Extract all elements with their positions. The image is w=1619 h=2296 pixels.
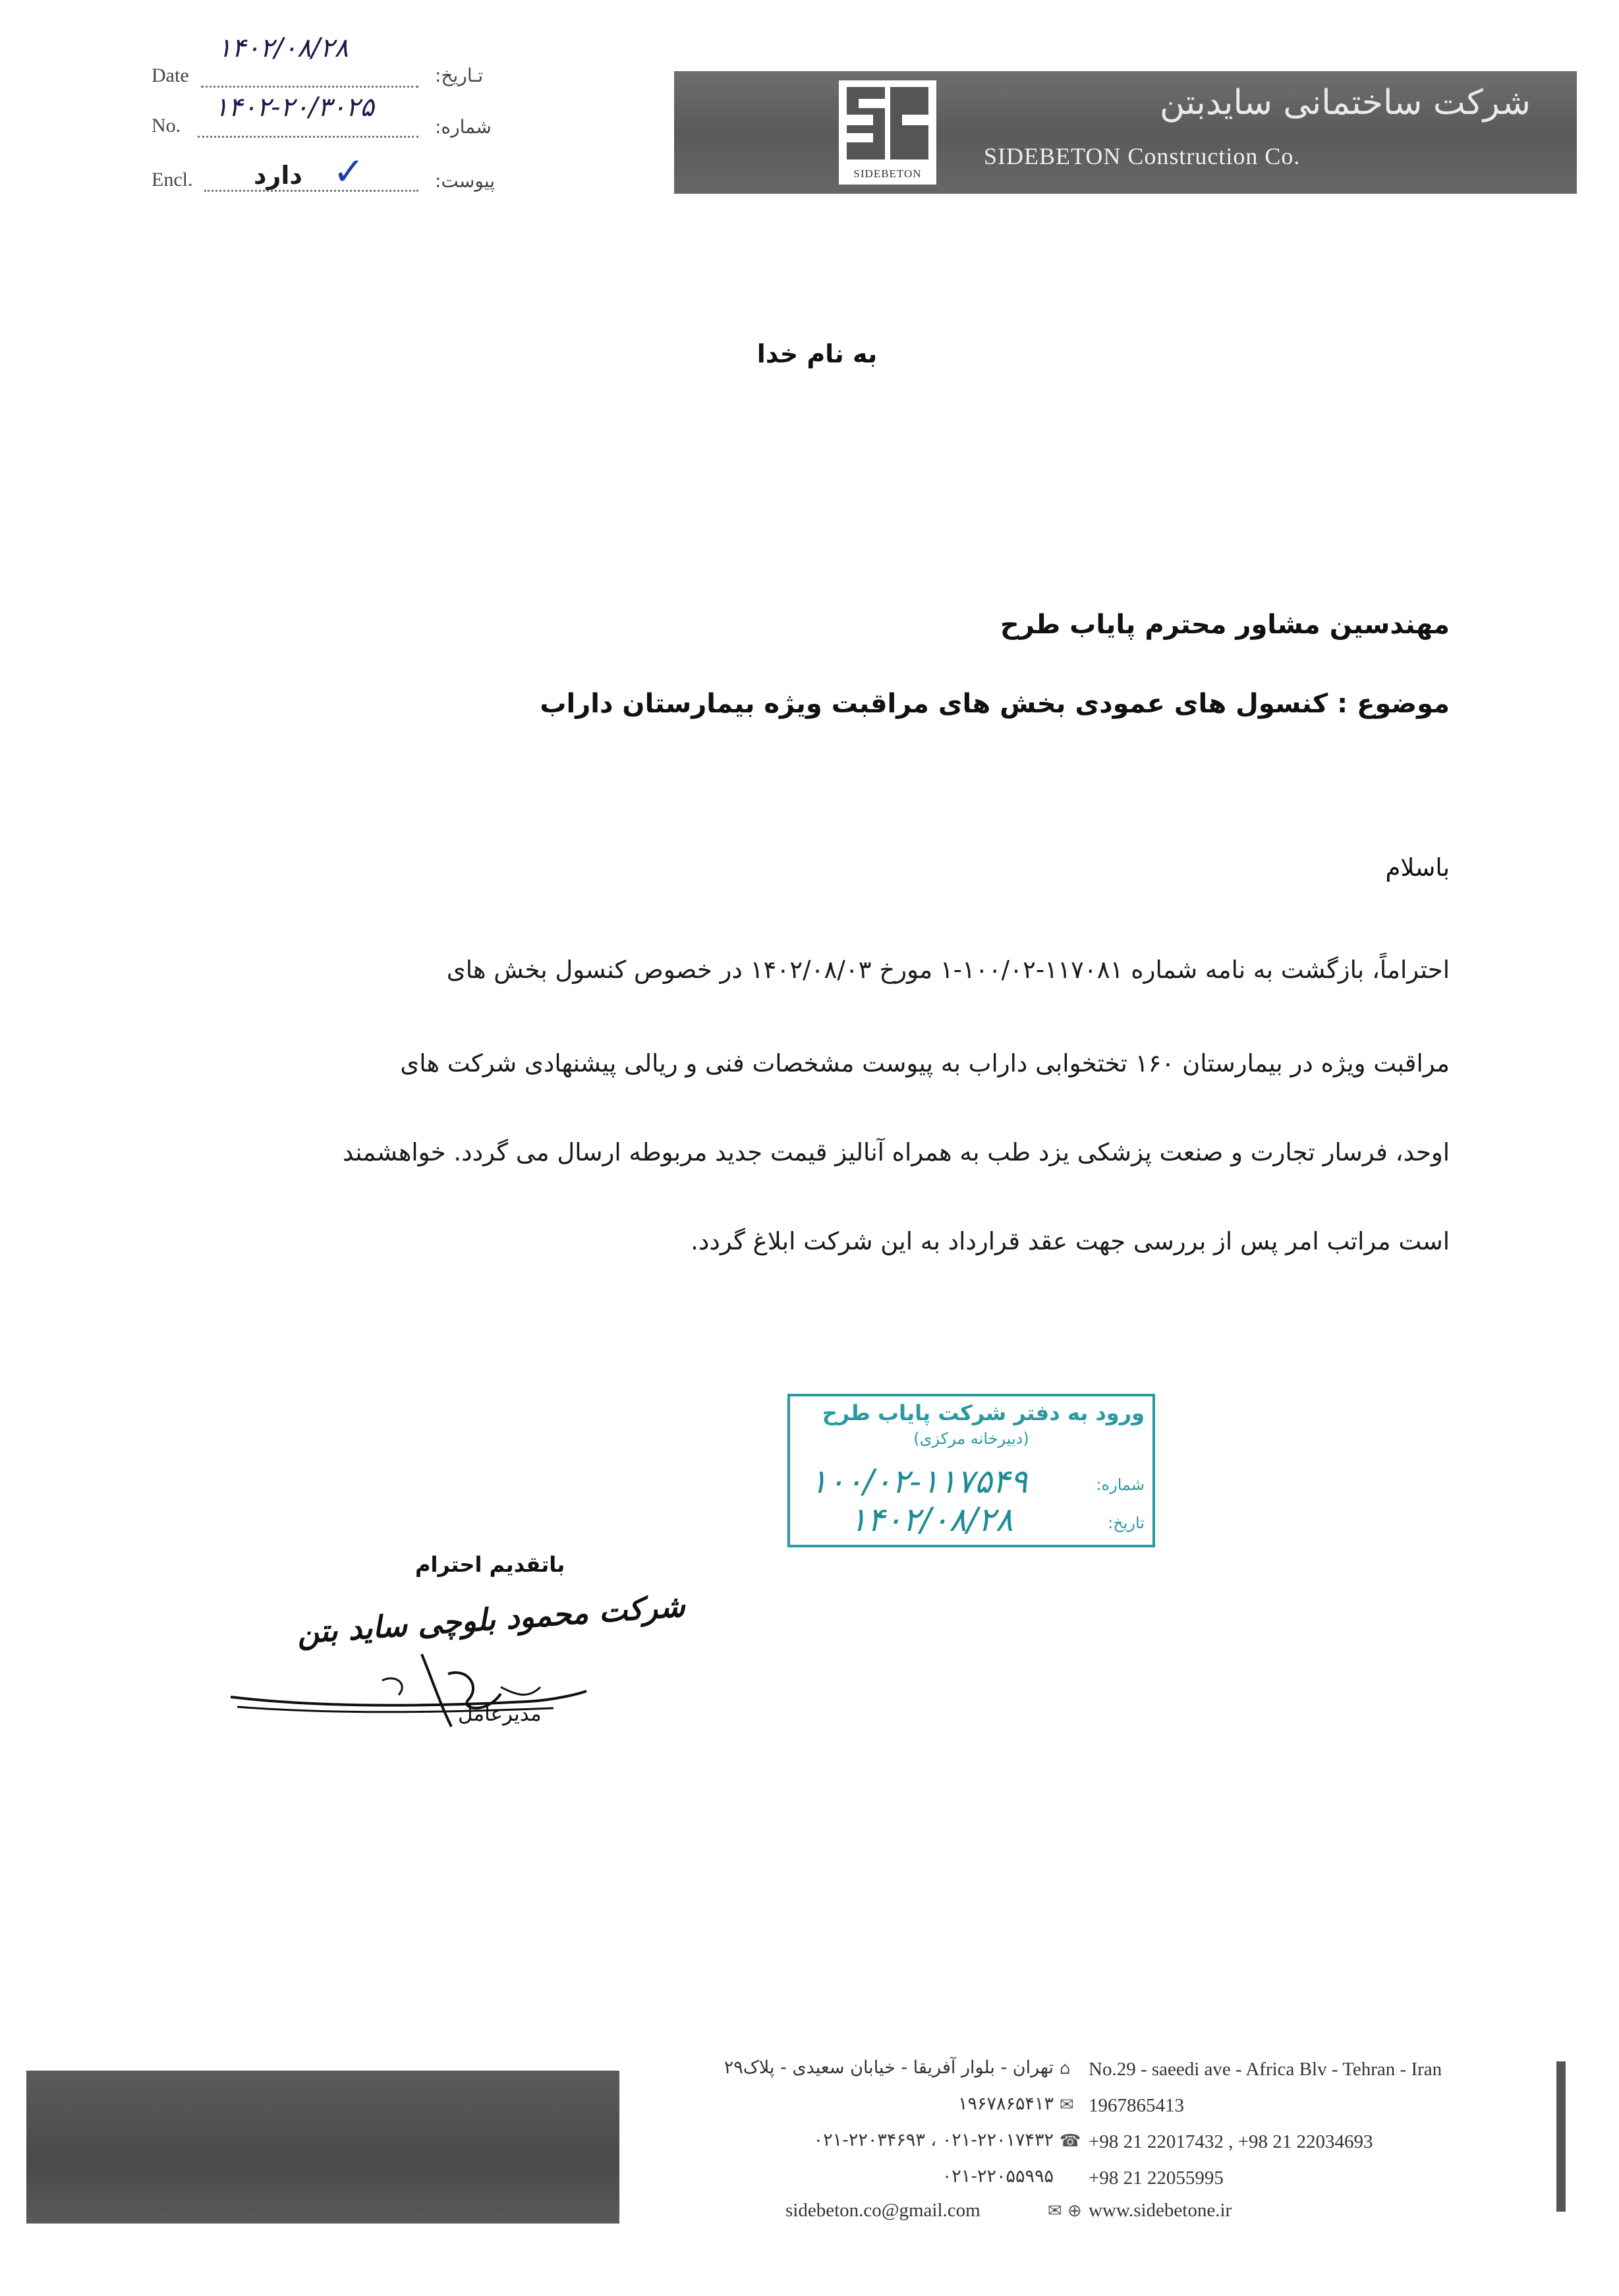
enclosure-label-en: Encl. bbox=[152, 169, 193, 190]
email: sidebeton.co@gmail.com bbox=[785, 2200, 980, 2221]
number-label-fa: شماره: bbox=[435, 116, 492, 138]
company-name-fa: شرکت ساختمانی سایدبتن bbox=[1159, 83, 1531, 123]
company-name-en: SIDEBETON Construction Co. bbox=[984, 143, 1301, 169]
signature-title: مدیرعامل bbox=[458, 1702, 542, 1726]
recipient: مهندسین مشاور محترم پایاب طرح bbox=[1000, 610, 1450, 640]
number-label-en: No. bbox=[152, 115, 181, 136]
address-icon: ⌂ bbox=[1060, 2059, 1071, 2079]
checkmark-icon: ✓ bbox=[333, 149, 365, 194]
stamp-date-label: تاریخ: bbox=[1108, 1514, 1145, 1532]
footer-vertical-bar bbox=[1556, 2061, 1566, 2212]
company-logo bbox=[839, 80, 936, 185]
fax-en: +98 21 22055995 bbox=[1089, 2167, 1224, 2189]
greeting: باسلام bbox=[1385, 853, 1450, 882]
received-stamp bbox=[787, 1394, 1155, 1547]
enclosure-value: دارد bbox=[254, 161, 302, 190]
logo-text: SIDEBETON bbox=[853, 167, 922, 180]
number-dots bbox=[198, 136, 418, 138]
signature-name: شرکت محمود بلوچی ساید بتن bbox=[295, 1588, 687, 1651]
address-en: No.29 - saeedi ave - Africa Blv - Tehran - Iran bbox=[1089, 2059, 1442, 2080]
address-fa: تهران - بلوار آفریقا - خیابان سعیدی - پلاک۲۹ bbox=[724, 2057, 1054, 2078]
enclosure-label-fa: پیوست: bbox=[435, 170, 496, 192]
logo-mark-icon bbox=[839, 80, 936, 166]
enclosure-dots bbox=[204, 190, 418, 192]
bismillah: به نام خدا bbox=[756, 339, 878, 368]
body-line-2: مراقبت ویژه در بیمارستان ۱۶۰ تختخوابی داراب به پیوست مشخصات فنی و ریالی پیشنهادی شرکت های bbox=[400, 1049, 1450, 1077]
stamp-line-2: (دبیرخانه مرکزی) bbox=[913, 1429, 1029, 1448]
date-dots bbox=[201, 86, 418, 88]
subject: موضوع : کنسول های عمودی بخش های مراقبت ویژه بیمارستان داراب bbox=[540, 689, 1450, 719]
date-label-fa: تـاریخ: bbox=[435, 65, 484, 86]
postal-en: 1967865413 bbox=[1089, 2095, 1184, 2116]
email-icon: ✉ bbox=[1048, 2201, 1062, 2221]
phones-fa: ۰۲۱-۲۲۰۱۷۴۳۲ ، ۰۲۱-۲۲۰۳۴۶۹۳ bbox=[813, 2130, 1054, 2150]
stamp-number-label: شماره: bbox=[1096, 1476, 1145, 1494]
signature-mark bbox=[224, 1648, 593, 1753]
stamp-date-value: ۱۴۰۲/۰۸/۲۸ bbox=[849, 1501, 1013, 1539]
globe-icon: ⊕ bbox=[1067, 2201, 1082, 2221]
stamp-number-value: ۱۰۰/۰۲-۱۱۷۵۴۹ bbox=[810, 1462, 1028, 1501]
closing: باتقدیم احترام bbox=[415, 1552, 565, 1577]
phone-icon: ☎ bbox=[1060, 2131, 1081, 2151]
phones-en: +98 21 22017432 , +98 21 22034693 bbox=[1089, 2131, 1373, 2152]
fax-fa: ۰۲۱-۲۲۰۵۵۹۹۵ bbox=[942, 2166, 1054, 2187]
number-value: ۱۴۰۲-۲۰/۳۰۲۵ bbox=[214, 92, 374, 123]
date-label-en: Date bbox=[152, 65, 189, 86]
footer-bar bbox=[26, 2071, 619, 2224]
postal-icon: ✉ bbox=[1060, 2095, 1074, 2115]
header-banner bbox=[674, 71, 1577, 194]
postal-fa: ۱۹۶۷۸۶۵۴۱۳ bbox=[957, 2094, 1054, 2114]
website: www.sidebetone.ir bbox=[1089, 2200, 1232, 2221]
date-value: ۱۴۰۲/۰۸/۲۸ bbox=[217, 33, 349, 63]
body-line-1: احتراماً، بازگشت به نامه شماره ۱۱۷۰۸۱-۱۰۰/۰۲-۱ مورخ ۱۴۰۲/۰۸/۰۳ در خصوص کنسول بخش های bbox=[446, 956, 1450, 984]
body-line-4: است مراتب امر پس از بررسی جهت عقد قرارداد به این شرکت ابلاغ گردد. bbox=[691, 1227, 1450, 1255]
stamp-line-1: ورود به دفتر شرکت پایاب طرح bbox=[822, 1400, 1145, 1425]
body-line-3: اوحد، فرسار تجارت و صنعت پزشکی یزد طب به همراه آنالیز قیمت جدید مربوطه ارسال می گردد. خواهشمند bbox=[342, 1138, 1450, 1166]
